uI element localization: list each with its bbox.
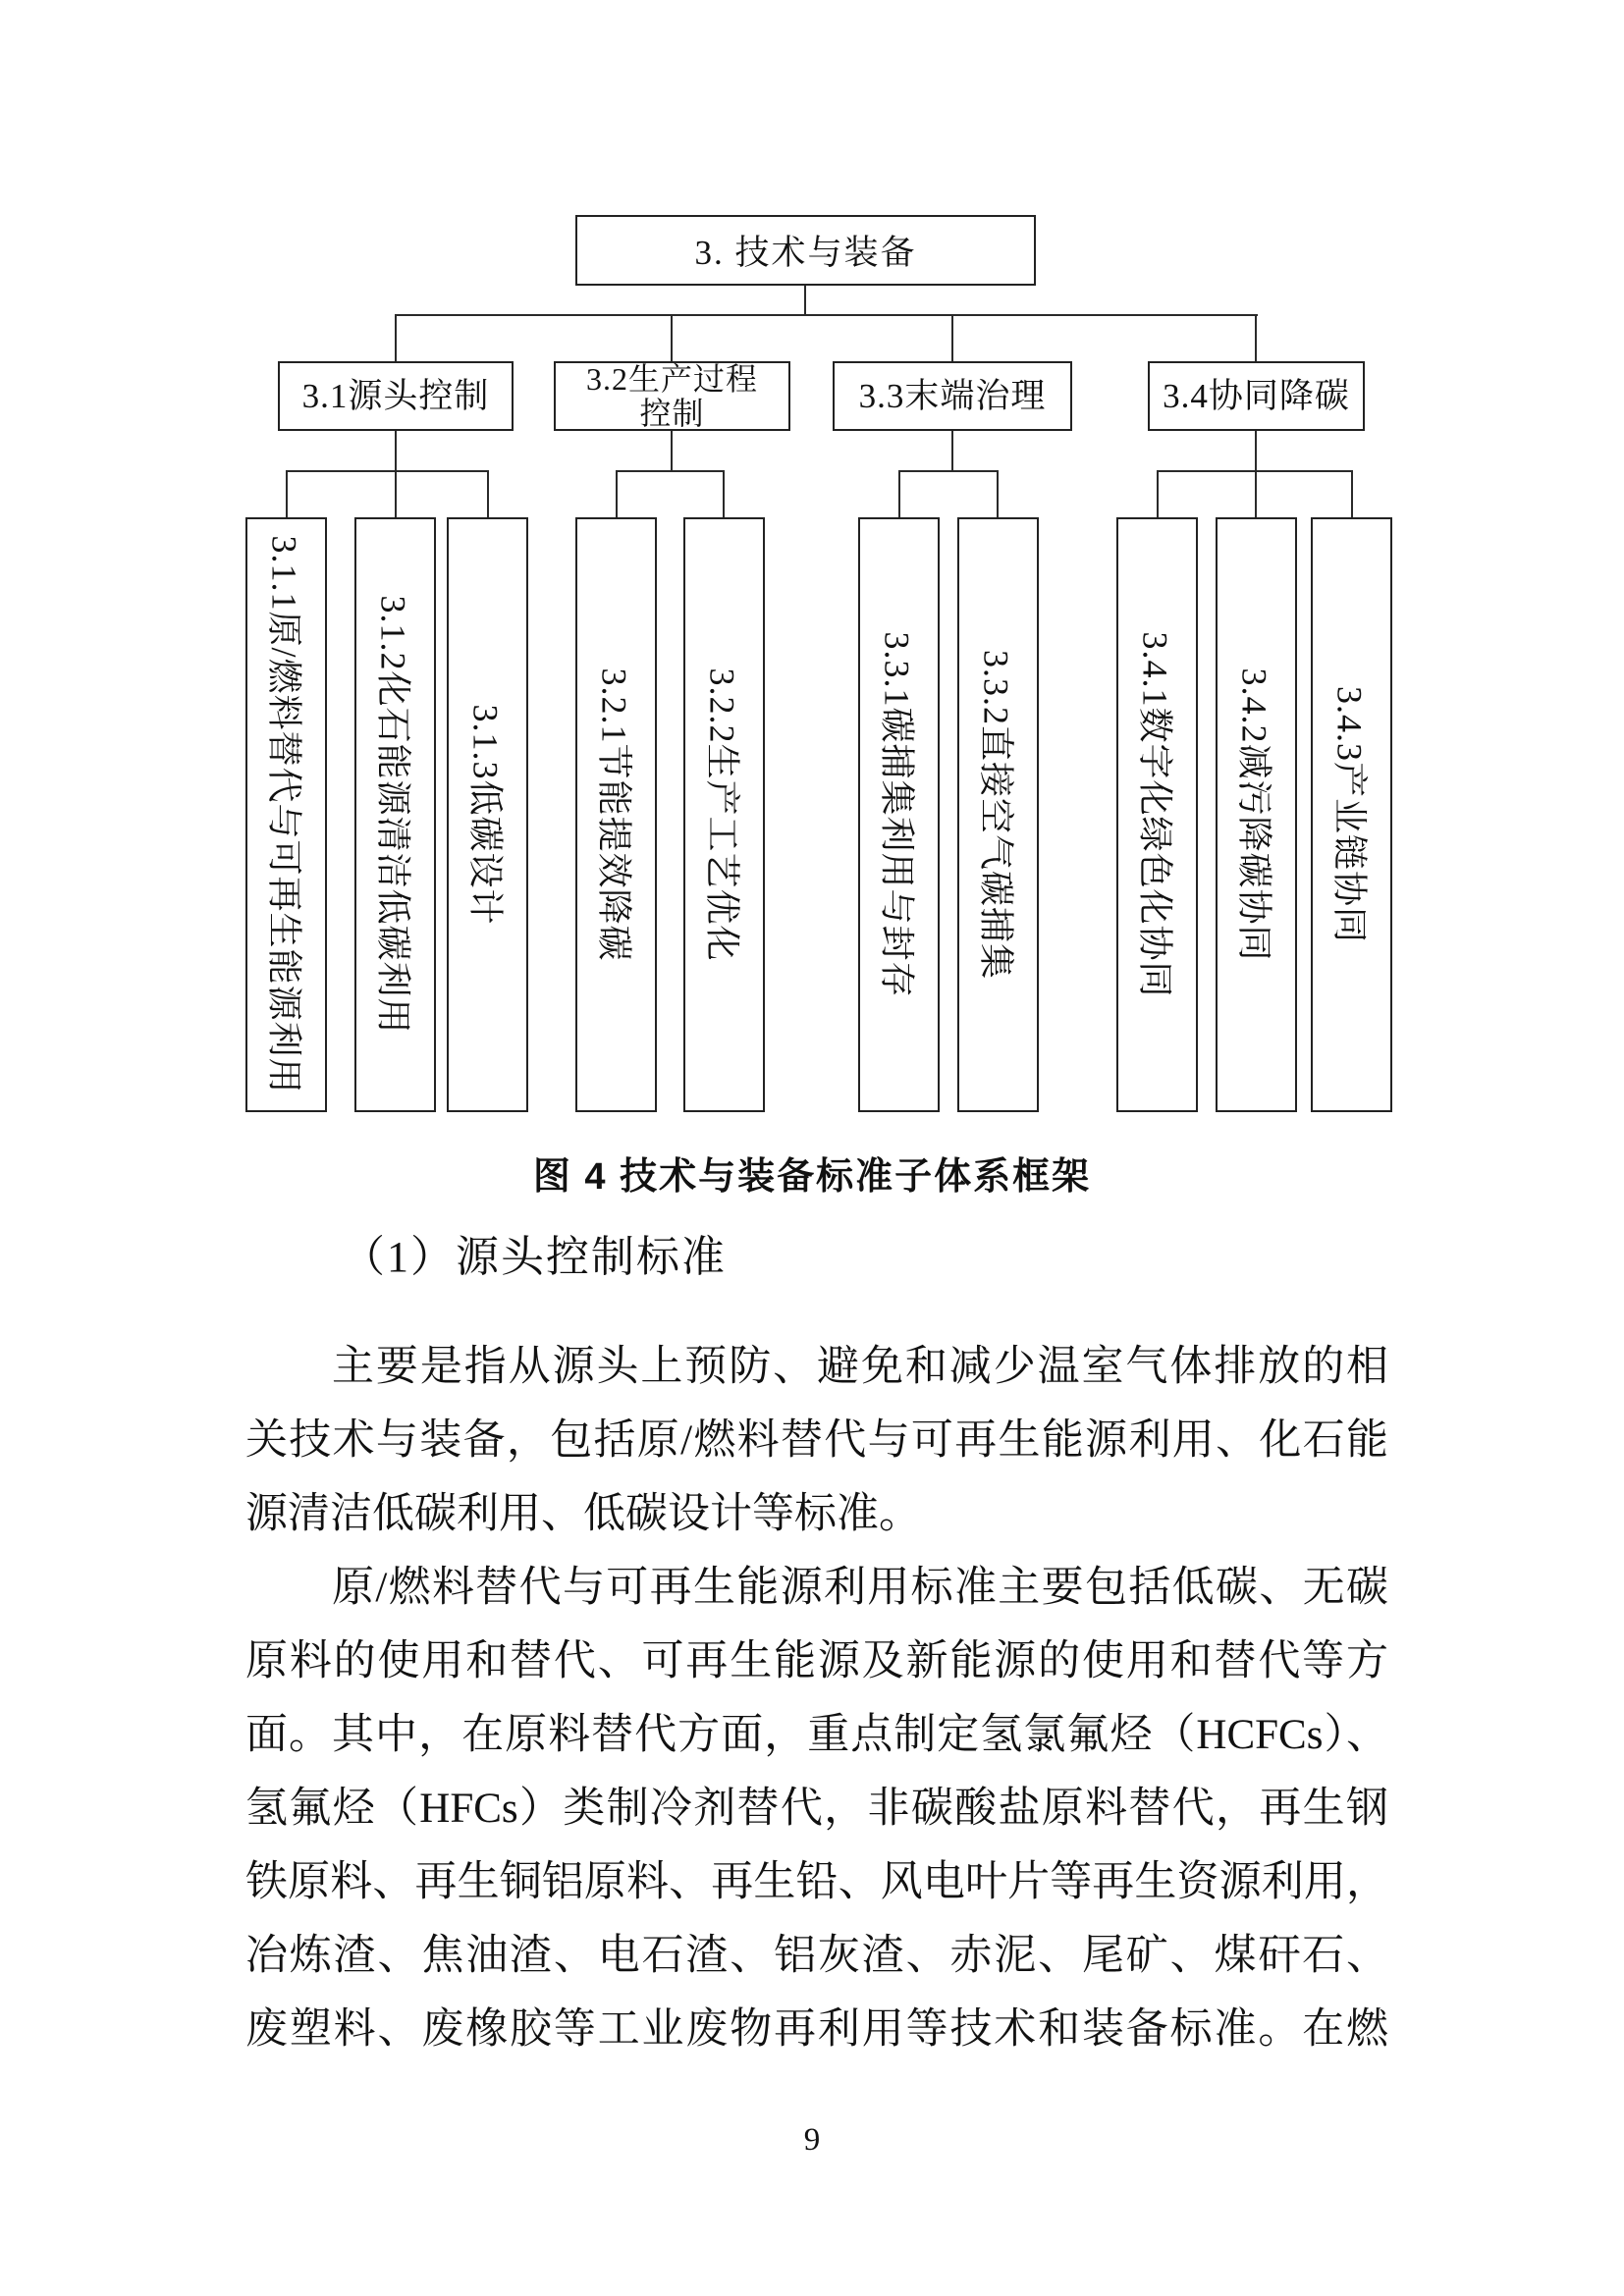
branch-label: 3.3末端治理 xyxy=(858,376,1047,415)
connector-line xyxy=(395,314,1258,316)
connector-line xyxy=(395,314,397,361)
diagram-node-3-2 xyxy=(554,361,790,431)
section-heading: （1）源头控制标准 xyxy=(342,1233,727,1281)
branch-label: 3.4协同降碳 xyxy=(1163,376,1350,415)
body-line: 主要是指从源头上预防、避免和减少温室气体排放的相 xyxy=(332,1344,1388,1390)
connector-line xyxy=(671,314,673,361)
connector-line xyxy=(898,470,900,517)
connector-line xyxy=(1351,470,1353,517)
body-line: 废塑料、废橡胶等工业废物再利用等技术和装备标准。在燃 xyxy=(245,2006,1388,2053)
connector-line xyxy=(395,431,397,470)
diagram-node-3-4 xyxy=(1148,361,1365,431)
diagram-leaf-3-4-2 xyxy=(1216,517,1297,1112)
figure-caption: 图 4 技术与装备标准子体系框架 xyxy=(532,1156,1092,1198)
leaf-label: 3.1.1原/燃料替代与可再生能源利用 xyxy=(264,535,303,1095)
connector-line xyxy=(671,431,673,470)
connector-line xyxy=(723,470,725,517)
diagram-leaf-3-2-2 xyxy=(683,517,765,1112)
leaf-label: 3.3.1碳捕集利用与封存 xyxy=(877,631,916,998)
branch-label-line1: 3.2生产过程 xyxy=(585,360,758,397)
diagram-leaf-3-4-1 xyxy=(1116,517,1198,1112)
connector-line xyxy=(1255,470,1257,517)
diagram-node-3-1 xyxy=(278,361,514,431)
connector-line xyxy=(487,470,489,517)
leaf-label: 3.1.3低碳设计 xyxy=(465,704,505,926)
branch-label: 3.1源头控制 xyxy=(301,376,490,415)
body-line: 原/燃料替代与可再生能源利用标准主要包括低碳、无碳 xyxy=(332,1565,1388,1611)
diagram-leaf-3-3-1 xyxy=(858,517,940,1112)
leaf-label: 3.2.2生产工艺优化 xyxy=(702,667,741,962)
figure-4-tree-diagram xyxy=(0,0,1624,1139)
body-line: 源清洁低碳利用、低碳设计等标准。 xyxy=(245,1491,921,1537)
connector-line xyxy=(804,286,806,316)
connector-line xyxy=(1157,470,1159,517)
page-number: 9 xyxy=(803,2122,821,2158)
connector-line xyxy=(997,470,999,517)
connector-line xyxy=(616,470,618,517)
leaf-label: 3.3.2直接空气碳捕集 xyxy=(976,649,1015,981)
connector-line xyxy=(1255,314,1257,361)
body-line: 冶炼渣、焦油渣、电石渣、铝灰渣、赤泥、尾矿、煤矸石、 xyxy=(245,1933,1388,1979)
diagram-leaf-3-1-2 xyxy=(354,517,436,1112)
body-line: 面。其中，在原料替代方面，重点制定氢氯氟烃（HCFCs）、 xyxy=(245,1712,1388,1758)
body-line: 原料的使用和替代、可再生能源及新能源的使用和替代等方 xyxy=(245,1638,1388,1684)
connector-line xyxy=(1255,431,1257,470)
leaf-label: 3.2.1节能提效降碳 xyxy=(594,667,633,962)
diagram-node-root-label: 3. 技术与装备 xyxy=(694,234,917,272)
diagram-leaf-3-1-3 xyxy=(447,517,528,1112)
diagram-leaf-3-1-1 xyxy=(245,517,327,1112)
leaf-label: 3.4.1数字化绿色化协同 xyxy=(1135,631,1174,998)
leaf-label: 3.4.3产业链协同 xyxy=(1329,685,1369,944)
body-text xyxy=(245,1330,1388,2066)
leaf-label: 3.4.2减污降碳协同 xyxy=(1234,667,1273,962)
connector-line xyxy=(395,470,397,517)
connector-line xyxy=(286,470,288,517)
connector-line xyxy=(616,470,725,472)
branch-label-line2: 控制 xyxy=(639,395,705,431)
connector-line xyxy=(898,470,999,472)
diagram-leaf-3-3-2 xyxy=(957,517,1039,1112)
diagram-leaf-3-2-1 xyxy=(575,517,657,1112)
body-line: 铁原料、再生铜铝原料、再生铅、风电叶片等再生资源利用， xyxy=(245,1859,1388,1905)
diagram-node-3-3 xyxy=(833,361,1072,431)
diagram-node-root xyxy=(575,215,1036,286)
leaf-label: 3.1.2化石能源清洁低碳利用 xyxy=(373,595,412,1035)
body-line: 关技术与装备，包括原/燃料替代与可再生能源利用、化石能 xyxy=(245,1417,1388,1464)
body-line: 氢氟烃（HFCs）类制冷剂替代，非碳酸盐原料替代，再生钢 xyxy=(245,1786,1388,1832)
connector-line xyxy=(286,470,489,472)
diagram-leaf-3-4-3 xyxy=(1311,517,1392,1112)
connector-line xyxy=(951,431,953,470)
connector-line xyxy=(951,314,953,361)
